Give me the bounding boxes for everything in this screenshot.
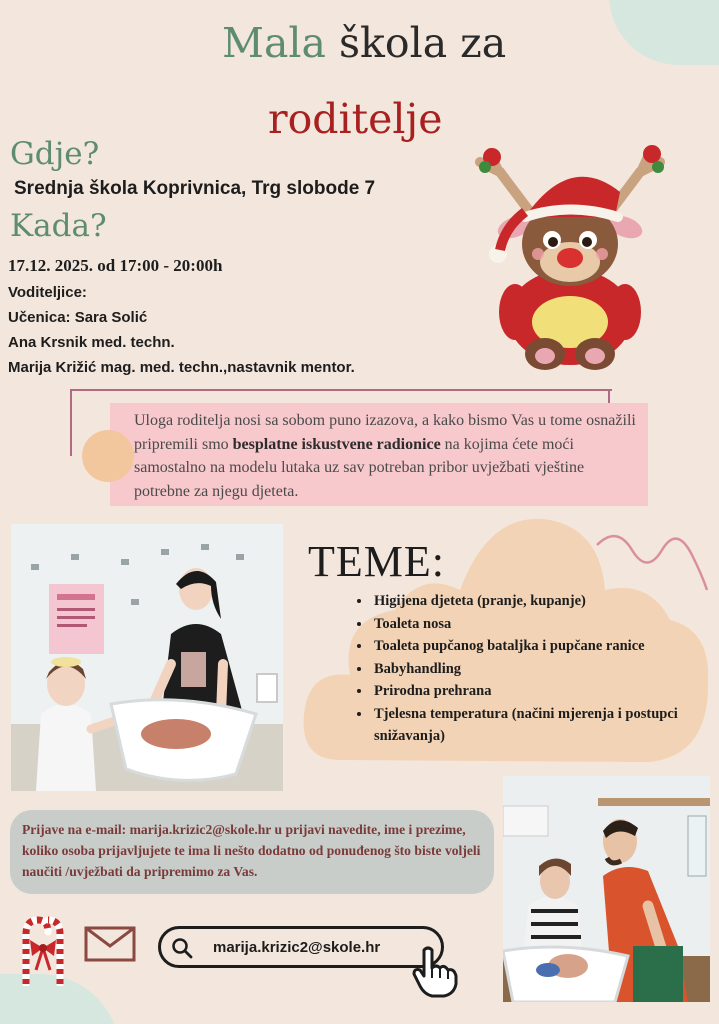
title-word-mala: Mala (222, 19, 326, 67)
leader-item: Učenica: Sara Solić (8, 309, 148, 326)
where-heading: Gdje? (10, 136, 100, 172)
topic-item: • Toaleta nosa (372, 613, 712, 636)
leaders-heading: Voditeljice: (8, 284, 87, 301)
topic-item: • Prirodna prehrana (372, 680, 712, 703)
topic-item: • Higijena djeteta (pranje, kupanje) (372, 590, 712, 613)
topic-item: • Toaleta pupčanog bataljka i pupčane ranice (372, 635, 712, 658)
intro-text-end: na kojima ćete moći samostalno na modelu lutaka uz sav potreban pribor uvježbati vještine potrebne za njegu djeteta. (134, 435, 585, 500)
topics-heading: TEME: (308, 537, 445, 586)
corner-decoration-top (609, 0, 719, 65)
envelope-icon (84, 926, 136, 962)
when-datetime: 17.12. 2025. od 17:00 - 20:00h (8, 256, 223, 275)
topics-list (352, 590, 712, 748)
workshop-photo-2 (503, 776, 710, 1002)
title-line-1 (222, 18, 506, 68)
intro-text: Uloga roditelja nosi sa sobom puno izazova, a kako bismo Vas u tome osnažili pripremili smo (134, 412, 636, 453)
intro-text-box (110, 403, 648, 506)
intro-highlight: besplatne iskustvene radionice (232, 435, 441, 453)
intro-decoration-dot (82, 430, 134, 482)
where-address: Srednja škola Koprivnica, Trg slobode 7 (14, 178, 376, 199)
title-word-skola: škola za (325, 19, 507, 67)
candy-cane-icon (12, 914, 74, 986)
reindeer-illustration (470, 132, 670, 382)
topic-item: • Babyhandling (372, 658, 712, 681)
leader-item: Ana Krsnik med. techn. (8, 334, 175, 351)
email-contact[interactable] (158, 926, 444, 968)
when-heading: Kada? (10, 208, 107, 244)
hand-pointer-icon (410, 946, 460, 998)
email-address[interactable]: marija.krizic2@skole.hr (213, 939, 381, 956)
workshop-photo-1 (11, 524, 283, 791)
title-line-2: roditelje (268, 95, 443, 143)
leader-item: Marija Križić mag. med. techn.,nastavnik mentor. (8, 359, 355, 376)
search-icon (171, 937, 193, 959)
topic-item: • Tjelesna temperatura (načini mjerenja i postupci snižavanja) (372, 703, 712, 748)
registration-box: Prijave na e-mail: marija.krizic2@skole.hr u prijavi navedite, ime i prezime, koliko osoba prijavljujete te ima li nešto dodatno od ponuđenog što biste voljeli naučiti /uvježbati da pripremimo za Vas. (10, 810, 494, 894)
